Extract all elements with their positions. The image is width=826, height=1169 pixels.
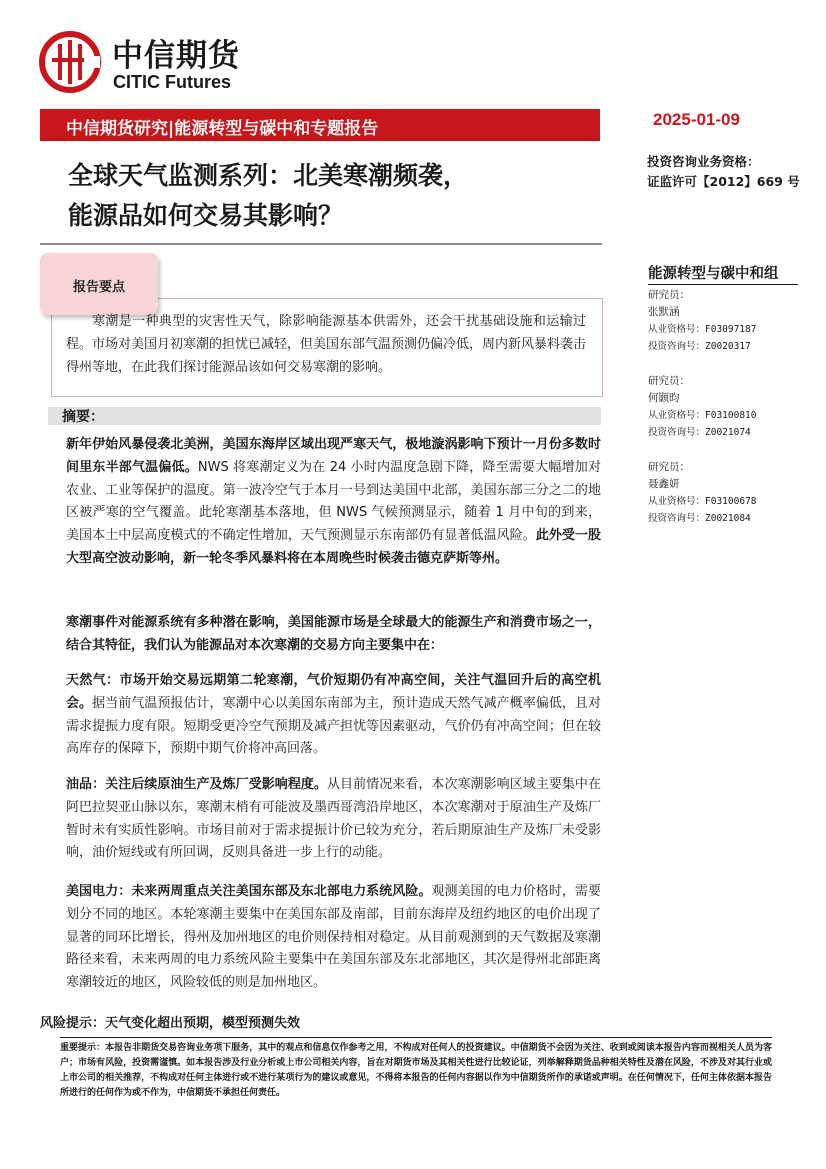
citic-logo-icon [38,30,102,94]
researcher-cert: 从业资格号：F03100810 [648,410,757,421]
title-line-1: 全球天气监测系列：北美寒潮频袭， [68,161,469,190]
footer-divider [60,1037,772,1038]
report-title [68,156,628,236]
researcher-cert: 从业资格号：F03097187 [648,324,757,335]
qualification-line-2: 证监许可【2012】669 号 [647,174,800,189]
highlights-text: 寒潮是一种典型的灾害性天气，除影响能源基本供需外，还会干扰基础设施和运输过程。市场对美国月初寒潮的担忧已减轻，但美国东部气温预测仍偏冷低，周内新风暴料袭击得州等地，在此我们探讨能源品该如何交易寒潮的影响。 [66,314,587,375]
researcher-name: 聂鑫妍 [648,478,680,490]
report-date: 2025-01-09 [653,110,740,129]
qualification-line-1: 投资咨询业务资格： [647,154,760,169]
brand-name-cn: 中信期货 [112,38,240,74]
disclaimer: 重要提示：本报告非期货交易咨询业务项下服务，其中的观点和信息仅作参考之用，不构成对任何人的投资建议。中信期货不会因为关注、收到或阅读本报告内容而视相关人员为客户；市场有风险，投资需谨慎。如本报告涉及行业分析或上市公司相关内容，旨在对期货市场及其相关性进行比较论证，列举解释期货品种相关特性及潜在风险，不涉及对其行业或上市公司的相关推荐，不构成对任何主体进行或不进行某项行为的建议或意见，不得将本报告的任何内容据以作为中信期货所作的承诺或声明。在任何情况下，任何主体依据本报告所进行的任何作为或不作为，中信期货不承担任何责任。 [60,1043,772,1098]
paragraph-emphasis: 此外受一股大型高空波动影响，新一轮冬季风暴料将在本周晚些时候袭击德克萨斯等州。 [66,528,601,566]
paragraph-lead: 新年伊始风暴侵袭北美洲，美国东海岸区域出现严寒天气，极地漩涡影响下预计一月份多数时间里东半部气温偏低。 [66,437,601,475]
paragraph-lead: 天然气：市场开始交易远期第二轮寒潮，气价短期仍有冲高空间，关注气温回升后的高空机会。 [66,673,601,711]
abstract-paragraph-1 [66,434,601,571]
paragraph-lead: 寒潮事件对能源系统有多种潜在影响，美国能源市场是全球最大的能源生产和消费市场之一，结合其特征，我们认为能源品对本次寒潮的交易方向主要集中在： [66,615,601,653]
abstract-paragraph-power [66,881,601,995]
researcher-consult: 投资咨询号：Z0021074 [648,427,751,438]
paragraph-lead: 油品：关注后续原油生产及炼厂受影响程度。 [66,777,327,792]
abstract-paragraph-2 [66,612,601,658]
team-name: 能源转型与碳中和组 [648,266,779,282]
qualification [647,152,800,192]
paragraph-lead: 美国电力：未来两周重点关注美国东部及东北部电力系统风险。 [66,884,432,899]
team-divider [648,284,798,285]
abstract-header-bar [48,407,601,425]
researcher-block [648,373,756,441]
abstract-label: 摘要： [62,409,104,425]
researcher-cert: 从业资格号：F03100678 [648,496,757,507]
paragraph-text: 从目前情况来看，本次寒潮影响区域主要集中在阿巴拉契亚山脉以东，寒潮末梢有可能波及墨西哥湾沿岸地区，本次寒潮对于原油生产及炼厂暂时未有实质性影响。市场目前对于需求提振计价已较为充分，若后期原油生产及炼厂未受影响，油价短线或有所回调，反则具备进一步上行的动能。 [66,777,601,861]
title-line-2: 能源品如何交易其影响？ [68,201,344,230]
researcher-name: 张默涵 [648,306,680,318]
abstract-paragraph-oil [66,774,601,865]
paragraph-text: 观测美国的电力价格时，需要划分不同的地区。本轮寒潮主要集中在美国东部及南部，目前东海岸及纽约地区的电价出现了显著的同环比增长，得州及加州地区的电价则保持相对稳定。从目前观测到的天气数据及寒潮路径来看，未来两周的电力系统风险主要集中在美国东部及东北部地区，其次是得州北部距离寒潮较近的地区，风险较低的则是加州地区。 [66,884,601,991]
researcher-role: 研究员： [648,461,690,473]
brand-name-en: CITIC Futures [113,72,232,92]
researcher-consult: 投资咨询号：Z0020317 [648,341,751,352]
risk-warning: 风险提示：天气变化超出预期，模型预测失效 [40,1016,301,1031]
researcher-role: 研究员： [648,289,690,301]
highlights-label: 报告要点 [72,280,125,295]
researcher-block [648,287,756,355]
report-banner-label: 中信期货研究|能源转型与碳中和专题报告 [66,119,379,139]
title-divider [40,243,602,245]
researcher-name: 何颢昀 [648,392,680,404]
researcher-block [648,459,756,527]
paragraph-text: 据当前气温预报估计，寒潮中心以美国东南部为主，预计造成天然气减产概率偏低，且对需求提振力度有限。短期受更冷空气预期及减产担忧等因素驱动，气价仍有冲高空间；但在较高库存的保障下，预期中期气价将冲高回落。 [66,695,601,757]
abstract-paragraph-natgas [66,670,601,761]
researcher-role: 研究员： [648,375,690,387]
researcher-consult: 投资咨询号：Z0021084 [648,513,751,524]
paragraph-text: NWS 将寒潮定义为在 24 小时内温度急剧下降，降至需要大幅增加对农业、工业等保护的温度。第一波冷空气于本月一号到达美国中北部，美国东部三分之二的地区被严寒的空气覆盖。此轮寒潮基本落地，但 NWS 气候预测显示，随着 1 月中旬的到来，美国本土中层高度模式的不确定性增加，天气预测显示东南部仍有显著低温风险。 [66,459,601,544]
